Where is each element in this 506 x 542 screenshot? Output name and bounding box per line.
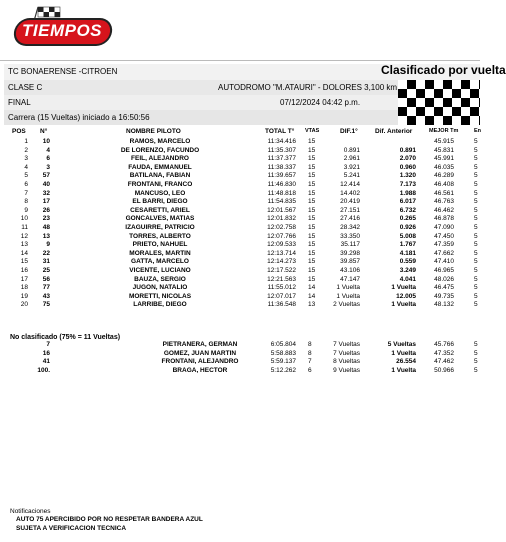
cell-dif1: 39.857: [340, 258, 360, 266]
cell-best2: 5: [474, 163, 478, 171]
cell-difa: 6.732: [399, 206, 416, 214]
cell-num: 77: [42, 284, 50, 292]
cell-total: 11:35.307: [267, 146, 296, 154]
cell-best: 48.026: [434, 275, 454, 283]
cell-difa: 4.181: [399, 249, 416, 257]
cell-name: RAMOS, MARCELO: [129, 138, 191, 145]
cell-vtas: 7: [308, 358, 312, 366]
cell-dif1: 8 Vueltas: [333, 358, 360, 366]
cell-difa: 7.173: [399, 180, 416, 188]
cell-num: 56: [42, 275, 50, 283]
cell-name: MORALES, MARTIN: [129, 249, 191, 257]
cell-num: 7: [46, 341, 50, 348]
tiempos-logo: [14, 6, 112, 46]
cell-name: BAUZA, SERGIO: [134, 275, 186, 283]
cell-vtas: 15: [308, 249, 316, 257]
cell-vtas: 15: [308, 155, 316, 163]
race-info: Carrera (15 Vueltas) iniciado a 16:50:56: [8, 113, 150, 122]
checkered-flag-pattern: [398, 80, 480, 125]
cell-best: 47.352: [434, 349, 454, 357]
table-row: [0, 172, 480, 181]
cell-total: 12:02.758: [267, 223, 296, 231]
cell-pos: 13: [20, 241, 28, 249]
table-row: [0, 181, 480, 190]
col-vtas: VTAS: [305, 128, 320, 134]
cell-dif1: 20.419: [340, 198, 360, 206]
cell-name: FRONTANI, ALEJANDRO: [161, 358, 239, 366]
cell-best2: 5: [474, 258, 478, 266]
cell-best: 45.831: [434, 146, 454, 154]
note-item: AUTO 75 APERCIBIDO POR NO RESPETAR BANDERA AZUL: [16, 516, 203, 523]
cell-dif1: 47.147: [340, 275, 360, 283]
cell-pos: 5: [24, 172, 28, 180]
cell-total: 12:07.766: [267, 232, 296, 240]
cell-pos: 4: [24, 163, 28, 171]
cell-vtas: 15: [308, 146, 316, 154]
cell-dif1: 5.241: [343, 172, 360, 180]
cell-total: 12:01.567: [267, 206, 296, 214]
table-row: [0, 241, 480, 250]
cell-vtas: 8: [308, 341, 312, 348]
cell-difa: 6.017: [399, 198, 416, 206]
cell-total: 5:12.262: [270, 366, 296, 374]
table-row: [0, 301, 480, 310]
cell-dif1: 3.921: [343, 163, 360, 171]
table-row: [0, 284, 480, 293]
cell-difa: 0.926: [399, 223, 416, 231]
cell-best2: 5: [474, 292, 478, 300]
cell-best: 46.408: [434, 180, 454, 188]
cell-vtas: 15: [308, 275, 316, 283]
cell-name: GATTA, MARCELO: [131, 258, 189, 266]
table-row: [0, 224, 480, 233]
cell-pos: 6: [24, 180, 28, 188]
cell-dif1: 7 Vueltas: [333, 341, 360, 348]
checkered-flag-icon: [32, 7, 62, 21]
cell-pos: 19: [20, 292, 28, 300]
table-row: [0, 198, 480, 207]
cell-difa: 1.320: [399, 172, 416, 180]
cell-total: 11:54.835: [267, 198, 296, 206]
cell-best2: 5: [474, 341, 478, 348]
table-row: [0, 367, 480, 376]
track-name: AUTODROMO "M.ATAURI" - DOLORES 3,100 km: [218, 83, 398, 92]
cell-best: 46.878: [434, 215, 454, 223]
cell-vtas: 8: [308, 349, 312, 357]
table-row: [0, 276, 480, 285]
cell-num: 9: [46, 241, 50, 249]
cell-vtas: 15: [308, 163, 316, 171]
cell-num: 23: [42, 215, 50, 223]
cell-name: MORETTI, NICOLAS: [128, 292, 192, 300]
cell-total: 11:39.657: [267, 172, 296, 180]
cell-total: 6:05.804: [270, 341, 296, 348]
series-name: TC BONAERENSE -CITROEN: [8, 67, 118, 76]
cell-pos: 10: [20, 215, 28, 223]
cell-pos: 14: [20, 249, 28, 257]
cell-num: 6: [46, 155, 50, 163]
col-total: TOTAL T°: [265, 128, 295, 135]
cell-dif1: 1 Vuelta: [336, 284, 360, 292]
table-row: [0, 341, 480, 350]
cell-best2: 5: [474, 284, 478, 292]
cell-name: FEIL, ALEJANDRO: [131, 155, 189, 163]
cell-vtas: 15: [308, 232, 316, 240]
cell-vtas: 15: [308, 215, 316, 223]
cell-total: 12:07.017: [267, 292, 296, 300]
cell-difa: 3.249: [399, 266, 416, 274]
cell-dif1: 28.342: [340, 223, 360, 231]
cell-name: PIETRANERA, GERMAN: [162, 341, 238, 348]
cell-best2: 5: [474, 232, 478, 240]
cell-pos: 1: [24, 138, 28, 145]
cell-name: JUGON, NATALIO: [132, 284, 188, 292]
cell-num: 16: [42, 349, 50, 357]
cell-best: 46.561: [434, 189, 454, 197]
cell-name: CESARETTI, ARIEL: [130, 206, 190, 214]
cell-num: 41: [42, 358, 50, 366]
col-pos: POS: [12, 128, 26, 135]
table-row: [0, 155, 480, 164]
cell-name: IZAGUIRRE, PATRICIO: [125, 223, 195, 231]
cell-difa: 2.070: [399, 155, 416, 163]
cell-num: 4: [46, 146, 50, 154]
cell-difa: 5.008: [399, 232, 416, 240]
table-row: [0, 350, 480, 359]
cell-name: GONCALVES, MATIAS: [125, 215, 195, 223]
cell-vtas: 15: [308, 266, 316, 274]
cell-num: 40: [42, 180, 50, 188]
cell-num: 57: [42, 172, 50, 180]
cell-best: 46.035: [434, 163, 454, 171]
col-dif1: DIF.1°: [340, 128, 358, 135]
notes-label: Notificaciones: [10, 508, 51, 515]
cell-best2: 5: [474, 180, 478, 188]
table-row: [0, 190, 480, 199]
cell-best2: 5: [474, 198, 478, 206]
cell-num: 48: [42, 223, 50, 231]
cell-difa: 1 Vuelta: [391, 284, 416, 292]
cell-dif1: 7 Vueltas: [333, 349, 360, 357]
class-name: CLASE C: [8, 83, 43, 92]
cell-difa: 12.005: [396, 292, 416, 300]
col-best-lap: En: [474, 128, 482, 134]
cell-dif1: 35.117: [340, 241, 360, 249]
table-row: [0, 147, 480, 156]
cell-total: 11:48.818: [267, 189, 296, 197]
cell-pos: 8: [24, 198, 28, 206]
cell-difa: 1 Vuelta: [391, 366, 416, 374]
cell-vtas: 15: [308, 189, 316, 197]
cell-vtas: 6: [308, 366, 312, 374]
cell-name: PRIETO, NAHUEL: [132, 241, 188, 249]
cell-dif1: 14.402: [340, 189, 360, 197]
cell-vtas: 14: [308, 292, 316, 300]
cell-total: 12:21.563: [267, 275, 296, 283]
cell-difa: 26.554: [396, 358, 416, 366]
table-row: [0, 267, 480, 276]
col-name: NOMBRE PILOTO: [126, 128, 181, 135]
cell-difa: 4.041: [399, 275, 416, 283]
cell-difa: 0.559: [399, 258, 416, 266]
cell-dif1: 33.350: [340, 232, 360, 240]
table-row: [0, 358, 480, 367]
cell-best: 47.090: [434, 223, 454, 231]
table-row: [0, 207, 480, 216]
cell-vtas: 14: [308, 284, 316, 292]
cell-num: 25: [42, 266, 50, 274]
cell-total: 12:13.714: [267, 249, 296, 257]
cell-vtas: 13: [308, 301, 316, 309]
cell-best: 45.991: [434, 155, 454, 163]
cell-name: BRAGA, HECTOR: [172, 366, 228, 374]
cell-best2: 5: [474, 366, 478, 374]
cell-best2: 5: [474, 275, 478, 283]
series-band: [4, 63, 506, 80]
cell-vtas: 15: [308, 138, 316, 145]
cell-total: 12:01.832: [267, 215, 296, 223]
cell-num: 32: [42, 189, 50, 197]
table-row: [0, 215, 480, 224]
not-classified-title: No clasificado (75% = 11 Vueltas): [10, 334, 121, 341]
col-num: N°: [40, 128, 48, 135]
table-row: [0, 250, 480, 259]
table-row: [0, 138, 480, 147]
cell-name: TORRES, ALBERTO: [129, 232, 191, 240]
cell-total: 11:46.830: [267, 180, 296, 188]
cell-vtas: 15: [308, 241, 316, 249]
cell-total: 11:55.012: [267, 284, 296, 292]
cell-difa: 5 Vueltas: [387, 341, 416, 348]
cell-pos: 15: [20, 258, 28, 266]
note-item: SUJETA A VERIFICACION TECNICA: [16, 525, 127, 532]
cell-best: 46.289: [434, 172, 454, 180]
cell-num: 17: [42, 198, 50, 206]
cell-best2: 5: [474, 349, 478, 357]
cell-best: 47.662: [434, 249, 454, 257]
cell-best: 49.735: [434, 292, 454, 300]
cell-best2: 5: [474, 172, 478, 180]
cell-best2: 5: [474, 358, 478, 366]
cell-dif1: 1 Vuelta: [336, 292, 360, 300]
cell-name: VICENTE, LUCIANO: [129, 266, 191, 274]
cell-dif1: 43.106: [340, 266, 360, 274]
cell-difa: 1.767: [399, 241, 416, 249]
cell-best: 47.462: [434, 358, 454, 366]
cell-vtas: 15: [308, 198, 316, 206]
cell-best2: 5: [474, 138, 478, 145]
cell-dif1: 2.961: [343, 155, 360, 163]
cell-best2: 5: [474, 301, 478, 309]
cell-best: 45.915: [434, 138, 454, 145]
cell-total: 11:34.416: [267, 138, 296, 145]
cell-name: FAUDA, EMMANUEL: [128, 163, 192, 171]
cell-difa: 0.265: [399, 215, 416, 223]
cell-name: GOMEZ, JUAN MARTIN: [163, 349, 237, 357]
cell-pos: 9: [24, 206, 28, 214]
cell-difa: 1 Vuelta: [391, 349, 416, 357]
cell-name: MANCUSO, LEO: [134, 189, 186, 197]
cell-total: 12:09.533: [267, 241, 296, 249]
cell-dif1: 27.416: [340, 215, 360, 223]
table-row: [0, 233, 480, 242]
cell-vtas: 15: [308, 223, 316, 231]
report-title: Clasificado por vuelta: [381, 63, 506, 77]
cell-best: 46.462: [434, 206, 454, 214]
logo-text: TIEMPOS: [22, 21, 103, 40]
cell-best2: 5: [474, 241, 478, 249]
cell-best2: 5: [474, 223, 478, 231]
cell-dif1: 0.891: [343, 146, 360, 154]
cell-num: 22: [42, 249, 50, 257]
cell-best2: 5: [474, 206, 478, 214]
cell-dif1: 2 Vueltas: [333, 301, 360, 309]
cell-total: 5:59.137: [270, 358, 296, 366]
cell-pos: 12: [20, 232, 28, 240]
cell-best: 46.475: [434, 284, 454, 292]
cell-num: 31: [42, 258, 50, 266]
cell-dif1: 9 Vueltas: [333, 366, 360, 374]
cell-num: 10: [42, 138, 50, 145]
cell-pos: 17: [20, 275, 28, 283]
cell-best2: 5: [474, 146, 478, 154]
cell-best2: 5: [474, 215, 478, 223]
cell-best: 47.450: [434, 232, 454, 240]
cell-num: 13: [42, 232, 50, 240]
cell-pos: 3: [24, 155, 28, 163]
table-row: [0, 164, 480, 173]
cell-best2: 5: [474, 189, 478, 197]
cell-num: 43: [42, 292, 50, 300]
cell-difa: 1 Vuelta: [391, 301, 416, 309]
cell-total: 11:36.548: [267, 301, 296, 309]
cell-best: 45.766: [434, 341, 454, 348]
cell-total: 11:38.337: [267, 163, 296, 171]
cell-best: 50.966: [434, 366, 454, 374]
col-dif-anterior: Dif. Anterior: [375, 128, 413, 135]
cell-name: DE LORENZO, FACUNDO: [120, 146, 200, 154]
table-row: [0, 258, 480, 267]
cell-best: 46.965: [434, 266, 454, 274]
cell-name: FRONTANI, FRANCO: [127, 180, 193, 188]
cell-best2: 5: [474, 155, 478, 163]
header-divider: [0, 60, 480, 61]
cell-best: 48.132: [434, 301, 454, 309]
cell-pos: 20: [20, 301, 28, 309]
col-best: MEJOR Tm: [429, 128, 459, 134]
cell-pos: 7: [24, 189, 28, 197]
cell-total: 12:14.273: [267, 258, 296, 266]
cell-best2: 5: [474, 249, 478, 257]
cell-vtas: 15: [308, 258, 316, 266]
session-name: FINAL: [8, 98, 31, 107]
cell-pos: 2: [24, 146, 28, 154]
cell-best: 47.359: [434, 241, 454, 249]
cell-difa: 1.988: [399, 189, 416, 197]
table-row: [0, 293, 480, 302]
cell-dif1: 27.151: [340, 206, 360, 214]
cell-num: 75: [42, 301, 50, 309]
cell-vtas: 15: [308, 206, 316, 214]
cell-best: 46.763: [434, 198, 454, 206]
cell-num: 100.: [37, 366, 50, 374]
cell-pos: 11: [21, 223, 28, 231]
cell-name: LARRIBE, DIEGO: [133, 301, 187, 309]
cell-vtas: 15: [308, 172, 316, 180]
cell-difa: 0.891: [399, 146, 416, 154]
cell-dif1: 12.414: [340, 180, 360, 188]
cell-dif1: 39.298: [340, 249, 360, 257]
cell-name: BATILANA, FABIAN: [129, 172, 191, 180]
cell-num: 26: [42, 206, 50, 214]
cell-best2: 5: [474, 266, 478, 274]
not-classified-table: [0, 341, 480, 375]
session-datetime: 07/12/2024 04:42 p.m.: [280, 98, 361, 107]
cell-num: 3: [46, 163, 50, 171]
cell-name: EL BARRI, DIEGO: [132, 198, 188, 206]
cell-difa: 0.960: [399, 163, 416, 171]
cell-total: 12:17.522: [267, 266, 296, 274]
cell-total: 11:37.377: [267, 155, 296, 163]
results-table: [0, 138, 480, 310]
cell-vtas: 15: [308, 180, 316, 188]
cell-best: 47.410: [434, 258, 454, 266]
cell-pos: 18: [20, 284, 28, 292]
cell-total: 5:58.883: [270, 349, 296, 357]
cell-pos: 16: [20, 266, 28, 274]
